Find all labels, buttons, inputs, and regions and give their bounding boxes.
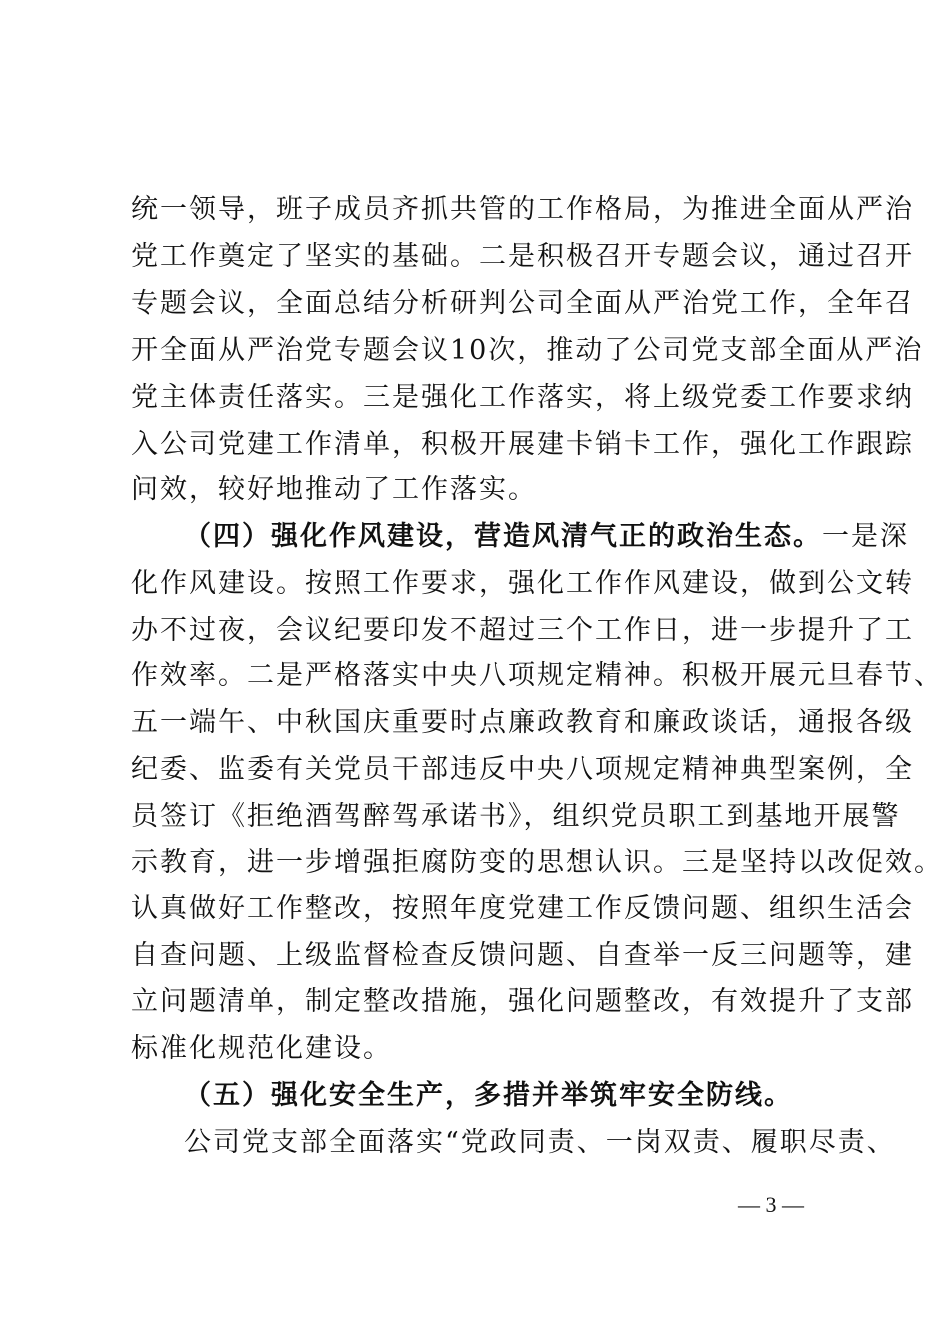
paragraph-line: 党工作奠定了坚实的基础。二是积极召开专题会议，通过召开 [131,241,914,272]
paragraph-line: 标准化规范化建设。 [131,1033,392,1064]
paragraph-line: 作效率。二是严格落实中央八项规定精神。积极开展元旦春节、 [131,660,943,691]
paragraph-line: 立问题清单，制定整改措施，强化问题整改，有效提升了支部 [131,986,914,1017]
paragraph-line: 专题会议，全面总结分析研判公司全面从严治党工作，全年召 [131,288,914,319]
paragraph-line: 党主体责任落实。三是强化工作落实，将上级党委工作要求纳 [131,382,914,413]
paragraph-line: 认真做好工作整改，按照年度党建工作反馈问题、组织生活会 [131,893,914,924]
paragraph-line: 示教育，进一步增强拒腐防变的思想认识。三是坚持以改促效。 [131,847,943,878]
paragraph-line: 化作风建设。按照工作要求，强化工作作风建设，做到公文转 [131,568,914,599]
section-4-first-line-rest: 一是深 [822,521,909,552]
section-5-first-line: 公司党支部全面落实“党政同责、一岗双责、履职尽责、 [184,1127,896,1158]
paragraph-line: 五一端午、中秋国庆重要时点廉政教育和廉政谈话，通报各级 [131,707,914,738]
paragraph-line: 入公司党建工作清单，积极开展建卡销卡工作，强化工作跟踪 [131,429,914,460]
paragraph-line: 问效，较好地推动了工作落实。 [131,474,537,505]
section-5-heading-line [184,1076,831,1116]
paragraph-line: 办不过夜，会议纪要印发不超过三个工作日，进一步提升了工 [131,615,914,646]
paragraph-line: 自查问题、上级监督检查反馈问题、自查举一反三问题等，建 [131,940,914,971]
paragraph-line: 开全面从严治党专题会议10次，推动了公司党支部全面从严治 [131,335,924,366]
paragraph-line: 纪委、监委有关党员干部违反中央八项规定精神典型案例，全 [131,754,914,785]
section-4-heading: （四）强化作风建设，营造风清气正的政治生态。 [184,521,822,552]
paragraph-line: 员签订《拒绝酒驾醉驾承诺书》，组织党员职工到基地开展警 [131,801,901,832]
page-number: — 3 — [738,1192,804,1217]
paragraph-line: 统一领导，班子成员齐抓共管的工作格局，为推进全面从严治 [131,194,914,225]
section-4-first-line [184,517,909,557]
section-5-heading: （五）强化安全生产，多措并举筑牢安全防线。 [184,1080,793,1111]
